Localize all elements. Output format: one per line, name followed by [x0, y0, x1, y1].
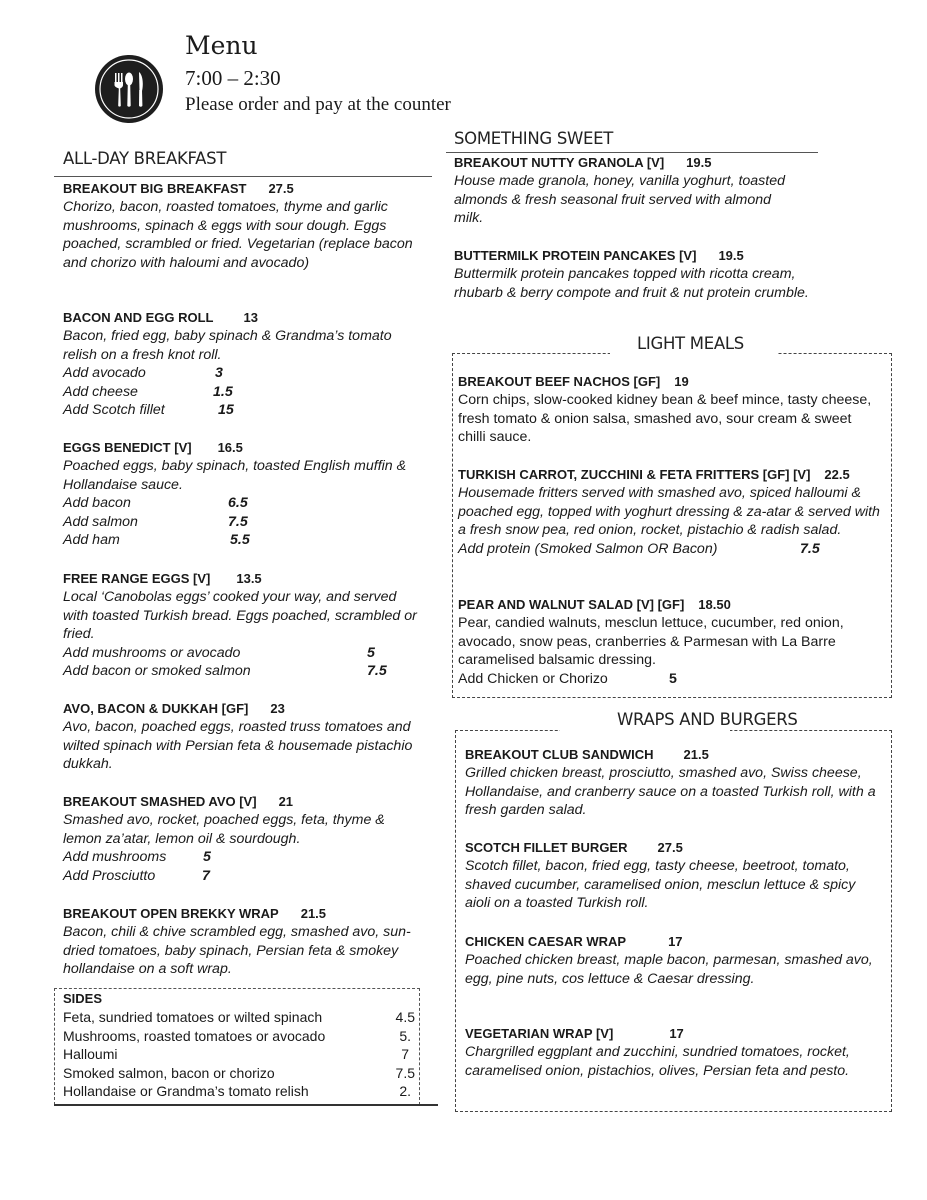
item-price: 19.5 — [718, 248, 744, 263]
item-name: BREAKOUT NUTTY GRANOLA [V] — [454, 155, 665, 170]
section-heading-light-meals: LIGHT MEALS — [637, 334, 744, 353]
item-price: 19.5 — [686, 155, 712, 170]
item-name: PEAR AND WALNUT SALAD [V] [GF] — [458, 597, 685, 612]
section-divider — [54, 176, 432, 177]
item-price: 21.5 — [683, 747, 709, 762]
item-description: Chorizo, bacon, roasted tomatoes, thyme and garlic mushrooms, spinach & eggs with sour dough. Eggs poached, scrambled or fried. Vegetarian (replace bacon and chorizo with haloumi and avocado) — [63, 199, 413, 271]
item-name: BREAKOUT OPEN BREKKY WRAP — [63, 906, 279, 921]
item-description: Smashed avo, rocket, poached eggs, feta, thyme & lemon za’atar, lemon oil & sourdough. — [63, 812, 385, 847]
add-on-row: Add Chicken or Chorizo 5 — [458, 670, 677, 687]
menu-item — [63, 180, 443, 272]
add-on-row: Add bacon 6.5 — [63, 495, 248, 511]
add-on-row: Add protein (Smoked Salmon OR Bacon) 7.5 — [458, 540, 820, 557]
item-description: Bacon, fried egg, baby spinach & Grandma’s tomato relish on a fresh knot roll. — [63, 328, 392, 363]
item-name: VEGETARIAN WRAP [V] — [465, 1026, 614, 1041]
item-name: CHICKEN CAESAR WRAP — [465, 934, 627, 949]
menu-item — [63, 439, 443, 550]
sides-box — [54, 988, 420, 1105]
order-note: Please order and pay at the counter — [185, 94, 451, 115]
menu-item — [63, 570, 443, 681]
item-price: 21.5 — [300, 906, 327, 921]
add-on-row: Add avocado 3 — [63, 365, 223, 381]
opening-hours: 7:00 – 2:30 — [185, 66, 281, 90]
menu-title: Menu — [185, 31, 258, 60]
item-name: BREAKOUT SMASHED AVO [V] — [63, 794, 257, 809]
item-description: Poached eggs, baby spinach, toasted English muffin & Hollandaise sauce. — [63, 458, 407, 493]
item-price: 18.50 — [698, 597, 731, 612]
item-description: Grilled chicken breast, prosciutto, smashed avo, Swiss cheese, Hollandaise, and cranberry sauce on a toasted Turkish roll, with a fresh garden salad. — [465, 765, 876, 818]
item-price: 13 — [243, 310, 258, 325]
item-description: Chargrilled eggplant and zucchini, sundried tomatoes, rocket, caramelised onion, pistachios, olives, Persian feta and pesto. — [465, 1044, 850, 1079]
item-name: EGGS BENEDICT [V] — [63, 440, 192, 455]
item-description: Pear, candied walnuts, mesclun lettuce, cucumber, red onion, avocado, snow peas, cranberries & Parmesan with La Barre caramelised balsamic dressing. — [458, 615, 844, 668]
add-on-row: Add mushrooms 5 — [63, 849, 211, 865]
item-price: 16.5 — [217, 440, 243, 455]
item-price: 27.5 — [268, 181, 294, 196]
item-name: FREE RANGE EGGS [V] — [63, 571, 211, 586]
menu-item — [63, 309, 443, 420]
item-name: BREAKOUT BIG BREAKFAST — [63, 181, 247, 196]
add-on-row: Add Prosciutto 7 — [63, 867, 210, 884]
add-on-row: Add bacon or smoked salmon 7.5 — [63, 663, 387, 679]
item-description: Buttermilk protein pancakes topped with ricotta cream, rhubarb & berry compote and fruit & nut protein crumble. — [454, 266, 809, 301]
side-row: Halloumi 7 — [63, 1046, 409, 1062]
menu-item — [63, 700, 443, 774]
item-description: Corn chips, slow-cooked kidney bean & beef mince, tasty cheese, fresh tomato & onion salsa, smashed avo, sour cream & sweet chilli sauce. — [458, 392, 872, 445]
item-price: 17 — [668, 934, 683, 949]
menu-item — [465, 933, 885, 988]
item-price: 22.5 — [824, 467, 850, 482]
item-price: 23 — [270, 701, 285, 716]
item-description: House made granola, honey, vanilla yoghurt, toasted almonds & fresh seasonal fruit served with almond milk. — [454, 173, 785, 226]
section-divider — [446, 152, 818, 153]
add-on-row: Add salmon 7.5 — [63, 513, 248, 530]
item-price: 21 — [278, 794, 294, 809]
cutlery-icon — [95, 55, 163, 123]
menu-item — [454, 247, 814, 302]
section-heading-all-day-breakfast: ALL-DAY BREAKFAST — [63, 149, 227, 168]
section-heading-wraps-burgers: WRAPS AND BURGERS — [617, 710, 798, 729]
menu-item — [465, 839, 885, 913]
item-price: 13.5 — [236, 571, 262, 586]
menu-item — [465, 1025, 885, 1080]
item-description: Housemade fritters served with smashed avo, spiced halloumi & poached egg, topped with yoghurt dressing & za-atar & served with a fresh snow pea, red onion, rocket, pistachio & radish salad. — [458, 485, 880, 538]
menu-item — [458, 373, 883, 447]
add-on-row: Add Scotch fillet 15 — [63, 402, 234, 418]
menu-item — [454, 154, 814, 228]
item-name: SCOTCH FILLET BURGER — [465, 840, 628, 855]
sides-underline — [54, 1104, 438, 1106]
sides-heading: SIDES — [63, 991, 103, 1006]
item-description: Avo, bacon, poached eggs, roasted truss tomatoes and wilted spinach with Persian feta & housemade pistachio dukkah. — [63, 719, 413, 772]
item-description: Poached chicken breast, maple bacon, parmesan, smashed avo, egg, pine nuts, cos lettuce & Caesar dressing. — [465, 952, 873, 987]
add-on-row: Add cheese 1.5 — [63, 383, 233, 400]
item-description: Bacon, chili & chive scrambled egg, smashed avo, sun-dried tomatoes, baby spinach, Persian feta & smokey hollandaise on a soft wrap. — [63, 924, 411, 977]
item-description: Local ‘Canobolas eggs’ cooked your way, and served with toasted Turkish bread. Eggs poached, scrambled or fried. — [63, 589, 417, 642]
side-row: Hollandaise or Grandma’s tomato relish 2. — [63, 1083, 411, 1099]
menu-item — [63, 793, 443, 885]
menu-item — [63, 905, 443, 979]
item-name: BUTTERMILK PROTEIN PANCAKES [V] — [454, 248, 697, 263]
menu-item — [458, 596, 883, 688]
add-on-row: Add mushrooms or avocado 5 — [63, 644, 375, 661]
item-price: 17 — [669, 1026, 684, 1041]
add-on-row: Add ham 5.5 — [63, 532, 250, 548]
menu-item — [458, 466, 883, 558]
side-row: Feta, sundried tomatoes or wilted spinach 4.5 — [63, 1009, 415, 1025]
item-name: TURKISH CARROT, ZUCCHINI & FETA FRITTERS [GF] [V] — [458, 467, 811, 482]
section-heading-something-sweet: SOMETHING SWEET — [454, 129, 614, 148]
item-name: AVO, BACON & DUKKAH [GF] — [63, 701, 249, 716]
item-name: BACON AND EGG ROLL — [63, 310, 214, 325]
item-price: 19 — [674, 374, 689, 389]
side-row: Mushrooms, roasted tomatoes or avocado 5. — [63, 1027, 411, 1044]
side-row: Smoked salmon, bacon or chorizo 7.5 — [63, 1064, 415, 1081]
item-price: 27.5 — [657, 840, 683, 855]
menu-item — [465, 746, 885, 820]
item-description: Scotch fillet, bacon, fried egg, tasty cheese, beetroot, tomato, shaved cucumber, caramelised onion, mesclun lettuce & spicy aioli on a toasted Turkish roll. — [465, 858, 856, 911]
item-name: BREAKOUT CLUB SANDWICH — [465, 747, 654, 762]
item-name: BREAKOUT BEEF NACHOS [GF] — [458, 374, 661, 389]
